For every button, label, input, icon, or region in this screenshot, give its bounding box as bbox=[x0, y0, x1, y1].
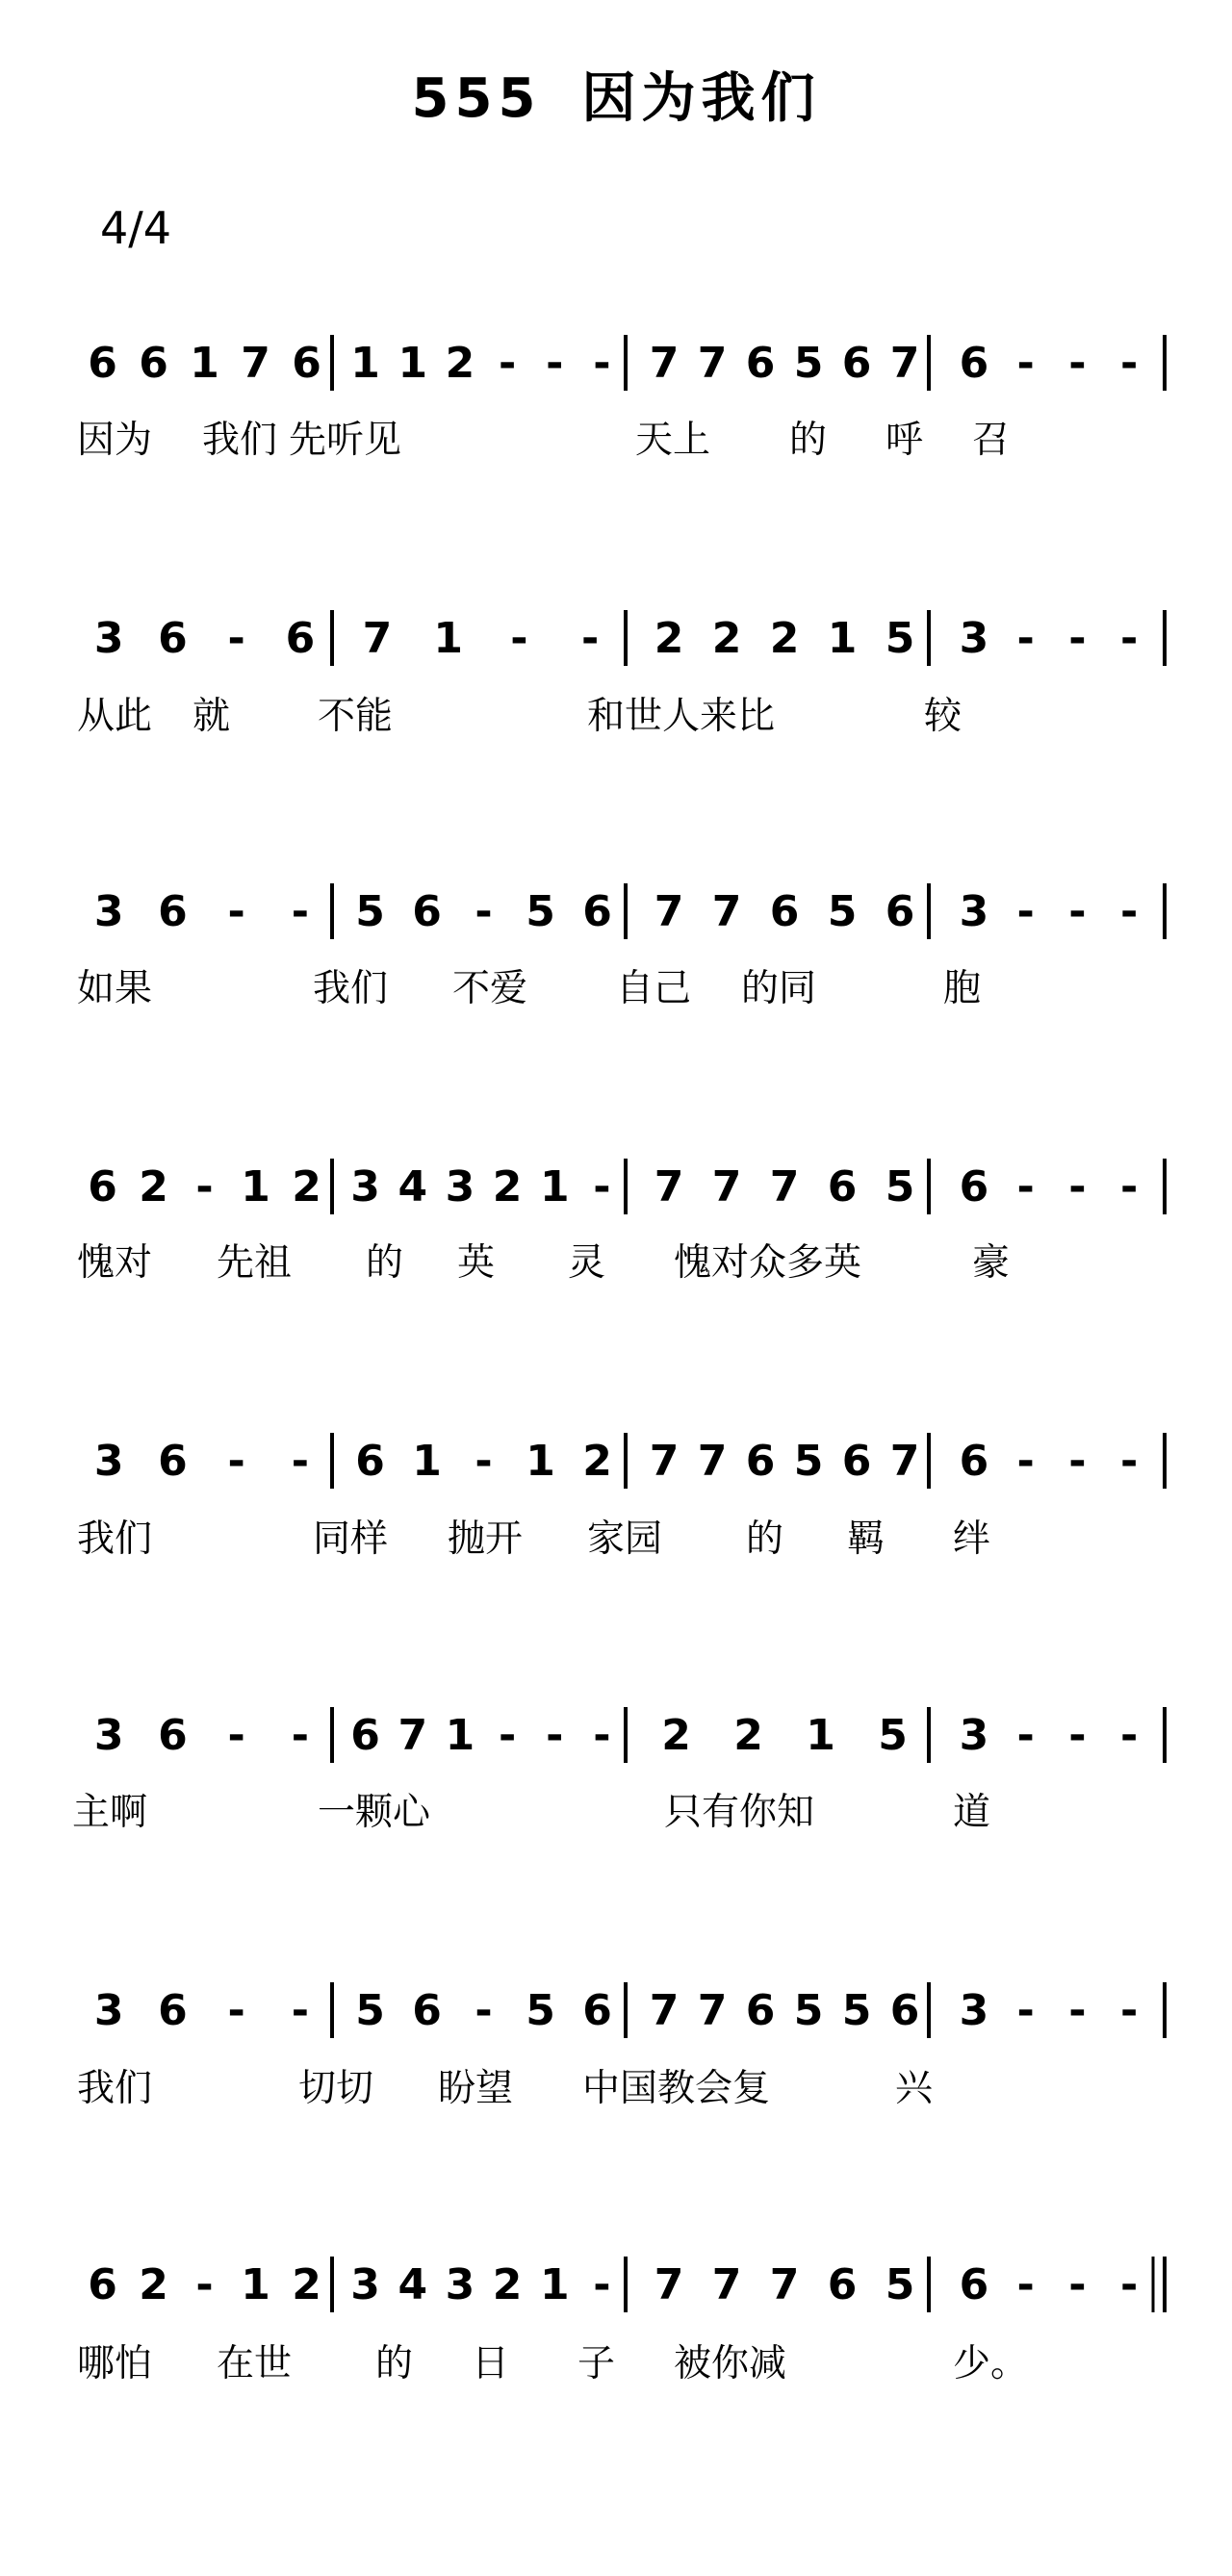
note: 6 bbox=[158, 1986, 188, 2035]
note: 6 bbox=[412, 887, 442, 936]
note-dash: - bbox=[1068, 339, 1087, 388]
note-dash: - bbox=[593, 339, 611, 388]
note: 7 bbox=[711, 1162, 742, 1211]
lyric: 被你减 bbox=[674, 2342, 787, 2385]
note: 6 bbox=[88, 339, 117, 388]
note-dash: - bbox=[1119, 887, 1139, 936]
note: 5 bbox=[885, 614, 915, 663]
note: 1 bbox=[190, 339, 219, 388]
note: 1 bbox=[539, 2260, 570, 2309]
note: 4 bbox=[398, 2260, 428, 2309]
note-dash: - bbox=[227, 614, 245, 663]
note: 6 bbox=[158, 1711, 188, 1760]
note-dash: - bbox=[195, 2260, 214, 2309]
note-dash: - bbox=[1016, 1986, 1035, 2035]
note: 2 bbox=[292, 2260, 321, 2309]
note-dash: - bbox=[1016, 2260, 1035, 2309]
note: 5 bbox=[355, 887, 385, 936]
note-dash: - bbox=[1119, 1162, 1139, 1211]
note: 6 bbox=[355, 1437, 385, 1486]
lyric: 家园 bbox=[587, 1518, 663, 1561]
lyric: 子 bbox=[578, 2342, 616, 2385]
note-dash: - bbox=[510, 614, 528, 663]
note-dash: - bbox=[1068, 887, 1087, 936]
note: 6 bbox=[959, 2260, 989, 2309]
note: 7 bbox=[241, 339, 270, 388]
lyric: 愧对众多英 bbox=[674, 1241, 862, 1285]
lyric: 自己 bbox=[616, 967, 692, 1010]
note: 3 bbox=[959, 887, 989, 936]
lyric: 兴 bbox=[895, 2067, 934, 2110]
lyric: 少。 bbox=[953, 2342, 1029, 2385]
note: 3 bbox=[959, 1711, 989, 1760]
note: 6 bbox=[412, 1986, 442, 2035]
note: 6 bbox=[158, 1437, 188, 1486]
note: 7 bbox=[769, 1162, 800, 1211]
lyric: 只有你知 bbox=[664, 1791, 815, 1834]
note-dash: - bbox=[291, 1437, 310, 1486]
note: 6 bbox=[769, 887, 800, 936]
note: 2 bbox=[733, 1711, 763, 1760]
note: 2 bbox=[139, 1162, 168, 1211]
lyric: 的 bbox=[789, 419, 828, 462]
note: 7 bbox=[769, 2260, 800, 2309]
note: 7 bbox=[654, 887, 684, 936]
note: 1 bbox=[827, 614, 858, 663]
lyric: 盼望 bbox=[438, 2067, 514, 2110]
lyric: 从此 bbox=[77, 695, 153, 738]
note: 6 bbox=[745, 1437, 776, 1486]
note-dash: - bbox=[1016, 1162, 1035, 1211]
note: 3 bbox=[93, 1986, 124, 2035]
lyric: 就 bbox=[192, 695, 231, 738]
note: 7 bbox=[711, 2260, 742, 2309]
note: 3 bbox=[350, 1162, 380, 1211]
note: 5 bbox=[793, 339, 824, 388]
note: 2 bbox=[139, 2260, 168, 2309]
note-dash: - bbox=[1119, 614, 1139, 663]
lyric: 我们 bbox=[202, 419, 278, 462]
note-dash: - bbox=[1068, 1162, 1087, 1211]
lyric: 呼 bbox=[886, 419, 924, 462]
lyric: 同样 bbox=[313, 1518, 389, 1561]
note: 7 bbox=[649, 1437, 680, 1486]
lyric: 天上 bbox=[635, 419, 711, 462]
note: 2 bbox=[492, 1162, 523, 1211]
note: 1 bbox=[539, 1162, 570, 1211]
note: 3 bbox=[959, 614, 989, 663]
lyric: 愧对 bbox=[77, 1241, 153, 1285]
lyric: 英 bbox=[457, 1241, 496, 1285]
note-dash: - bbox=[1016, 339, 1035, 388]
note-dash: - bbox=[580, 614, 600, 663]
note-dash: - bbox=[475, 1986, 493, 2035]
note: 7 bbox=[654, 2260, 684, 2309]
note: 2 bbox=[445, 339, 475, 388]
lyric: 较 bbox=[924, 695, 962, 738]
lyric: 如果 bbox=[77, 967, 153, 1010]
lyric: 的 bbox=[746, 1518, 784, 1561]
lyric: 豪 bbox=[972, 1241, 1011, 1285]
note-dash: - bbox=[1068, 1437, 1087, 1486]
note-dash: - bbox=[291, 1711, 310, 1760]
note: 7 bbox=[654, 1162, 684, 1211]
lyric: 的同 bbox=[741, 967, 817, 1010]
lyric: 不能 bbox=[318, 695, 394, 738]
note: 3 bbox=[93, 614, 124, 663]
note-dash: - bbox=[291, 887, 310, 936]
note: 1 bbox=[241, 1162, 270, 1211]
note: 5 bbox=[878, 1711, 908, 1760]
note-dash: - bbox=[1119, 1986, 1139, 2035]
note: 1 bbox=[806, 1711, 835, 1760]
note: 7 bbox=[697, 339, 728, 388]
note: 5 bbox=[793, 1437, 824, 1486]
note-dash: - bbox=[1068, 1711, 1087, 1760]
note: 5 bbox=[827, 887, 858, 936]
note: 2 bbox=[769, 614, 800, 663]
song-title-text: 因为我们 bbox=[581, 67, 821, 130]
note: 5 bbox=[885, 2260, 915, 2309]
lyric: 胞 bbox=[943, 967, 982, 1010]
note: 1 bbox=[412, 1437, 442, 1486]
lyric: 因为 bbox=[77, 419, 153, 462]
note: 6 bbox=[959, 339, 989, 388]
lyric: 切切 bbox=[298, 2067, 374, 2110]
note-dash: - bbox=[1016, 1711, 1035, 1760]
note: 5 bbox=[885, 1162, 915, 1211]
note-dash: - bbox=[498, 1711, 517, 1760]
note-dash: - bbox=[546, 339, 564, 388]
note: 2 bbox=[582, 1437, 612, 1486]
note-dash: - bbox=[227, 887, 245, 936]
note: 7 bbox=[649, 339, 680, 388]
song-number: 555 bbox=[411, 67, 542, 130]
note: 2 bbox=[654, 614, 684, 663]
note: 6 bbox=[959, 1162, 989, 1211]
note: 7 bbox=[697, 1437, 728, 1486]
note: 7 bbox=[697, 1986, 728, 2035]
note: 5 bbox=[526, 887, 555, 936]
note-dash: - bbox=[1068, 614, 1087, 663]
note: 1 bbox=[350, 339, 380, 388]
note: 6 bbox=[745, 339, 776, 388]
note-dash: - bbox=[1119, 1711, 1139, 1760]
lyric: 的 bbox=[375, 2342, 414, 2385]
note-dash: - bbox=[227, 1437, 245, 1486]
note: 6 bbox=[158, 887, 188, 936]
note: 5 bbox=[526, 1986, 555, 2035]
note: 2 bbox=[492, 2260, 523, 2309]
note-dash: - bbox=[475, 1437, 493, 1486]
note: 6 bbox=[841, 339, 872, 388]
time-signature: 4/4 bbox=[100, 202, 172, 254]
note: 3 bbox=[93, 1711, 124, 1760]
note: 3 bbox=[93, 887, 124, 936]
note: 6 bbox=[350, 1711, 380, 1760]
note-dash: - bbox=[291, 1986, 310, 2035]
note-dash: - bbox=[1016, 1437, 1035, 1486]
note: 3 bbox=[350, 2260, 380, 2309]
lyric: 日 bbox=[472, 2342, 510, 2385]
note: 7 bbox=[889, 1437, 920, 1486]
note: 6 bbox=[959, 1437, 989, 1486]
lyric: 我们 bbox=[77, 1518, 153, 1561]
note: 7 bbox=[711, 887, 742, 936]
note: 3 bbox=[959, 1986, 989, 2035]
note: 6 bbox=[582, 1986, 612, 2035]
note: 7 bbox=[889, 339, 920, 388]
note: 6 bbox=[139, 339, 168, 388]
lyric: 先祖 bbox=[217, 1241, 293, 1285]
note-dash: - bbox=[1119, 2260, 1139, 2309]
note: 1 bbox=[526, 1437, 555, 1486]
note: 6 bbox=[88, 1162, 117, 1211]
lyric: 抛开 bbox=[448, 1518, 524, 1561]
lyric: 灵 bbox=[568, 1241, 606, 1285]
lyric: 召 bbox=[972, 419, 1011, 462]
note: 6 bbox=[827, 1162, 858, 1211]
note-dash: - bbox=[195, 1162, 214, 1211]
note-dash: - bbox=[593, 2260, 611, 2309]
note: 3 bbox=[445, 2260, 475, 2309]
lyric: 我们 bbox=[313, 967, 389, 1010]
note: 1 bbox=[445, 1711, 475, 1760]
note: 1 bbox=[433, 614, 463, 663]
note: 1 bbox=[398, 339, 428, 388]
note: 6 bbox=[582, 887, 612, 936]
note: 6 bbox=[88, 2260, 117, 2309]
lyric: 在世 bbox=[217, 2342, 293, 2385]
note-dash: - bbox=[227, 1986, 245, 2035]
note: 6 bbox=[827, 2260, 858, 2309]
note: 3 bbox=[93, 1437, 124, 1486]
note-dash: - bbox=[1016, 614, 1035, 663]
note: 6 bbox=[292, 339, 321, 388]
lyric: 和世人来比 bbox=[587, 695, 776, 738]
note: 6 bbox=[885, 887, 915, 936]
note-dash: - bbox=[1068, 2260, 1087, 2309]
note-dash: - bbox=[593, 1711, 611, 1760]
lyric: 哪怕 bbox=[77, 2342, 153, 2385]
note: 4 bbox=[398, 1162, 428, 1211]
note: 2 bbox=[711, 614, 742, 663]
note: 6 bbox=[745, 1986, 776, 2035]
note-dash: - bbox=[227, 1711, 245, 1760]
lyric: 中国教会复 bbox=[582, 2067, 771, 2110]
note-dash: - bbox=[1119, 339, 1139, 388]
note-dash: - bbox=[498, 339, 517, 388]
note: 2 bbox=[661, 1711, 691, 1760]
note-dash: - bbox=[475, 887, 493, 936]
lyric: 道 bbox=[953, 1791, 991, 1834]
note: 6 bbox=[285, 614, 316, 663]
lyric: 我们 bbox=[77, 2067, 153, 2110]
lyric: 绊 bbox=[953, 1518, 991, 1561]
note-dash: - bbox=[546, 1711, 564, 1760]
note: 1 bbox=[241, 2260, 270, 2309]
note: 2 bbox=[292, 1162, 321, 1211]
note-dash: - bbox=[1119, 1437, 1139, 1486]
note-dash: - bbox=[1016, 887, 1035, 936]
note-dash: - bbox=[1068, 1986, 1087, 2035]
note: 6 bbox=[889, 1986, 920, 2035]
note: 5 bbox=[355, 1986, 385, 2035]
lyric: 一颗心 bbox=[318, 1791, 431, 1834]
note: 5 bbox=[793, 1986, 824, 2035]
lyric: 羁 bbox=[847, 1518, 886, 1561]
note: 7 bbox=[362, 614, 393, 663]
lyric: 不爱 bbox=[452, 967, 528, 1010]
lyric: 先听见 bbox=[289, 419, 402, 462]
lyric: 的 bbox=[366, 1241, 404, 1285]
note: 3 bbox=[445, 1162, 475, 1211]
note: 6 bbox=[841, 1437, 872, 1486]
note: 7 bbox=[398, 1711, 428, 1760]
lyric: 主啊 bbox=[72, 1791, 148, 1834]
note-dash: - bbox=[593, 1162, 611, 1211]
note: 5 bbox=[841, 1986, 872, 2035]
note: 6 bbox=[158, 614, 188, 663]
note: 7 bbox=[649, 1986, 680, 2035]
